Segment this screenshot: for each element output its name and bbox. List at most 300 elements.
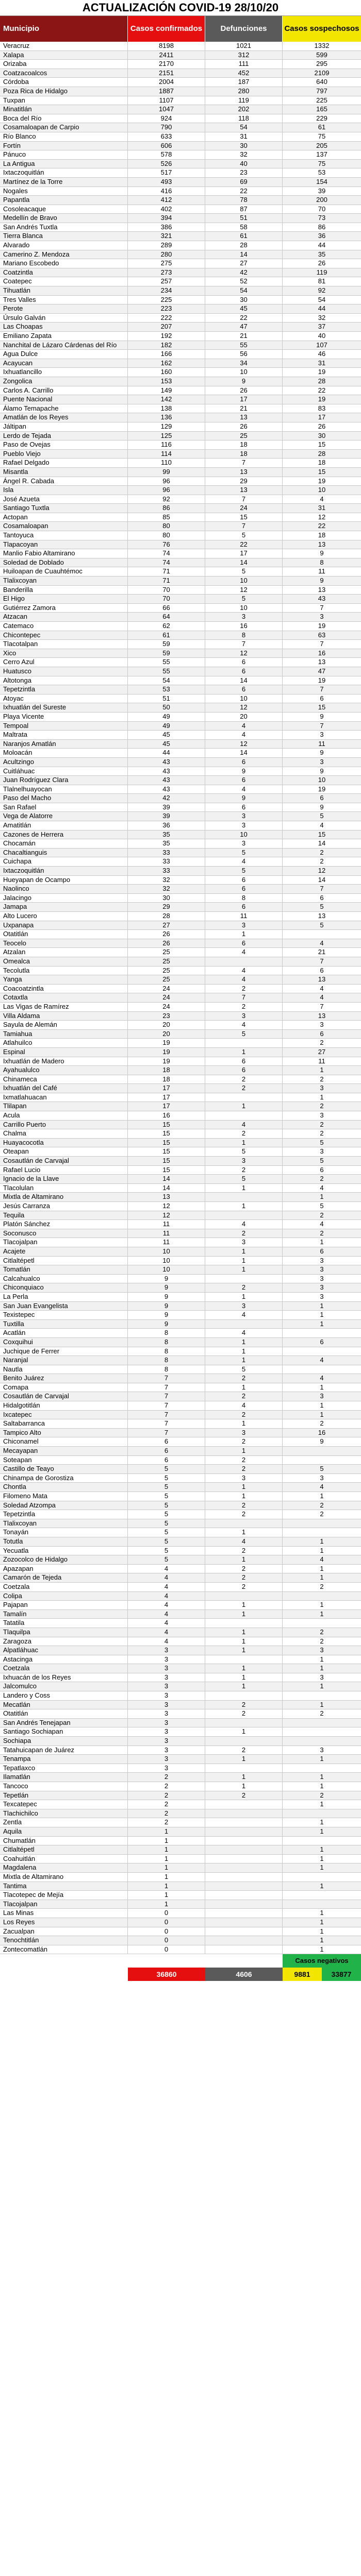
cell-sospechosos: 1 xyxy=(320,1909,324,1917)
cell-defunciones: 10 xyxy=(205,577,283,585)
cell-municipio: Filomeno Mata xyxy=(0,1492,128,1501)
cell-municipio: Soledad Atzompa xyxy=(0,1501,128,1510)
cell-sospechosos: 6 xyxy=(320,694,324,702)
cell-confirmados: 23 xyxy=(128,1012,205,1021)
negativos-header-row xyxy=(0,1954,361,1968)
cell-confirmados: 33 xyxy=(128,867,205,875)
cell-confirmados: 71 xyxy=(128,577,205,585)
cell-sospechosos: 43 xyxy=(318,595,326,603)
cell-sospechosos: 3 xyxy=(320,1473,324,1482)
cell-municipio: La Antigua xyxy=(0,160,128,168)
total-confirmados: 36860 xyxy=(128,1968,205,1981)
table-row xyxy=(0,531,361,540)
cell-defunciones: 1 xyxy=(205,1338,283,1347)
cell-sospechosos xyxy=(283,1837,361,1845)
cell-municipio: Chiconquiaco xyxy=(0,1283,128,1292)
cell-defunciones: 1 xyxy=(205,1610,283,1619)
cell-defunciones: 312 xyxy=(205,51,283,60)
table-row xyxy=(0,1247,361,1257)
cell-confirmados: 43 xyxy=(128,758,205,767)
cell-defunciones xyxy=(205,1818,283,1827)
cell-confirmados: 35 xyxy=(128,831,205,839)
cell-municipio: Actopan xyxy=(0,513,128,522)
cell-municipio: Maltrata xyxy=(0,731,128,739)
table-row xyxy=(0,1628,361,1637)
cell-sospechosos: 3 xyxy=(320,1274,324,1282)
table-row xyxy=(0,993,361,1003)
cell-confirmados: 3 xyxy=(128,1655,205,1664)
table-row xyxy=(0,694,361,704)
cell-defunciones: 6 xyxy=(205,685,283,694)
cell-municipio: Soteapan xyxy=(0,1456,128,1465)
cell-defunciones: 1 xyxy=(205,1356,283,1365)
cell-defunciones: 4 xyxy=(205,967,283,975)
cell-sospechosos: 15 xyxy=(318,703,326,711)
cell-municipio: Jesús Carranza xyxy=(0,1202,128,1211)
table-row xyxy=(0,69,361,78)
cell-defunciones: 280 xyxy=(205,87,283,96)
cell-defunciones: 1 xyxy=(205,1528,283,1537)
cell-defunciones: 4 xyxy=(205,1121,283,1129)
cell-confirmados: 790 xyxy=(128,123,205,132)
cell-defunciones: 3 xyxy=(205,921,283,930)
cell-municipio: Minatitlán xyxy=(0,105,128,114)
cell-defunciones: 7 xyxy=(205,495,283,504)
cell-sospechosos: 4 xyxy=(320,495,324,503)
cell-confirmados: 2 xyxy=(128,1800,205,1809)
cell-sospechosos: 3 xyxy=(320,1147,324,1156)
cell-sospechosos: 1 xyxy=(320,1546,324,1554)
table-row xyxy=(0,649,361,658)
cell-municipio: Camarón de Tejeda xyxy=(0,1573,128,1582)
cell-sospechosos: 75 xyxy=(318,159,326,167)
cell-confirmados: 924 xyxy=(128,114,205,123)
cell-defunciones: 4 xyxy=(205,1537,283,1546)
cell-sospechosos: 1 xyxy=(320,1311,324,1319)
cell-municipio: Colipa xyxy=(0,1592,128,1601)
cell-sospechosos: 1 xyxy=(320,1682,324,1690)
cell-municipio: La Perla xyxy=(0,1293,128,1301)
cell-municipio: Calcahualco xyxy=(0,1275,128,1283)
cell-sospechosos: 44 xyxy=(318,304,326,313)
cell-municipio: Chicontepec xyxy=(0,631,128,640)
cell-confirmados: 85 xyxy=(128,513,205,522)
cell-confirmados: 59 xyxy=(128,649,205,658)
cell-defunciones: 1 xyxy=(205,1637,283,1646)
cell-sospechosos: 2 xyxy=(320,1628,324,1636)
cell-sospechosos xyxy=(283,1592,361,1601)
table-row xyxy=(0,1374,361,1383)
cell-confirmados: 0 xyxy=(128,1945,205,1954)
cell-municipio: Ixhuatlancillo xyxy=(0,368,128,377)
cell-sospechosos: 2 xyxy=(320,848,324,856)
table-row xyxy=(0,785,361,794)
cell-sospechosos: 6 xyxy=(320,1247,324,1255)
cell-sospechosos: 7 xyxy=(320,1002,324,1010)
cell-municipio: Tlacotepec de Mejía xyxy=(0,1891,128,1900)
cell-defunciones xyxy=(205,1193,283,1201)
table-row xyxy=(0,377,361,386)
cell-sospechosos xyxy=(283,1891,361,1900)
cell-confirmados: 234 xyxy=(128,286,205,295)
cell-municipio: Rafael Lucio xyxy=(0,1166,128,1175)
table-row xyxy=(0,776,361,785)
table-row xyxy=(0,1238,361,1247)
table-row xyxy=(0,42,361,51)
cell-confirmados: 138 xyxy=(128,404,205,413)
cell-sospechosos: 4 xyxy=(320,939,324,947)
cell-confirmados: 8198 xyxy=(128,42,205,50)
cell-municipio: Carlos A. Carrillo xyxy=(0,386,128,395)
cell-municipio: Tlalixcoyan xyxy=(0,1519,128,1528)
cell-defunciones: 1 xyxy=(205,1293,283,1301)
cell-confirmados: 10 xyxy=(128,1257,205,1265)
table-row xyxy=(0,857,361,867)
table-row xyxy=(0,722,361,731)
table-row xyxy=(0,459,361,468)
cell-sospechosos: 9 xyxy=(320,1437,324,1446)
cell-confirmados: 280 xyxy=(128,250,205,259)
cell-defunciones: 187 xyxy=(205,78,283,87)
cell-confirmados: 74 xyxy=(128,549,205,558)
cell-sospechosos: 3 xyxy=(320,731,324,739)
table-row xyxy=(0,939,361,948)
cell-municipio: Agua Dulce xyxy=(0,350,128,359)
cell-defunciones: 5 xyxy=(205,1147,283,1156)
cell-sospechosos: 137 xyxy=(316,150,327,159)
cell-municipio: Zacualpan xyxy=(0,1927,128,1936)
cell-municipio: Coetzala xyxy=(0,1583,128,1591)
cell-sospechosos: 9 xyxy=(320,577,324,585)
cell-municipio: Ixhuatlán de Madero xyxy=(0,1057,128,1066)
cell-sospechosos: 36 xyxy=(318,232,326,240)
cell-sospechosos: 5 xyxy=(320,1157,324,1165)
total-sospechosos: 9881 xyxy=(283,1968,322,1981)
cell-municipio: Cerro Azul xyxy=(0,658,128,667)
cell-sospechosos: 13 xyxy=(318,1011,326,1020)
cell-defunciones: 3 xyxy=(205,1429,283,1437)
cell-municipio: Misantla xyxy=(0,468,128,477)
table-row xyxy=(0,1211,361,1221)
table-row xyxy=(0,622,361,631)
cell-defunciones: 8 xyxy=(205,631,283,640)
table-row xyxy=(0,577,361,586)
cell-defunciones: 6 xyxy=(205,776,283,785)
cell-defunciones: 2 xyxy=(205,1084,283,1093)
header-defunciones: Defunciones xyxy=(205,16,283,42)
cell-confirmados: 7 xyxy=(128,1383,205,1392)
cell-confirmados: 0 xyxy=(128,1909,205,1918)
header-sospechosos: Casos sospechosos xyxy=(283,16,361,42)
cell-sospechosos: 9 xyxy=(320,767,324,775)
cell-defunciones: 52 xyxy=(205,277,283,286)
table-row xyxy=(0,214,361,223)
table-row xyxy=(0,1320,361,1329)
cell-municipio: Yecuatla xyxy=(0,1547,128,1555)
cell-defunciones: 30 xyxy=(205,296,283,304)
table-row xyxy=(0,1175,361,1184)
cell-municipio: Camerino Z. Mendoza xyxy=(0,250,128,259)
cell-confirmados: 20 xyxy=(128,1021,205,1029)
table-row xyxy=(0,422,361,432)
cell-municipio: Las Vigas de Ramírez xyxy=(0,1003,128,1011)
cell-sospechosos: 1 xyxy=(320,1383,324,1391)
cell-defunciones: 28 xyxy=(205,241,283,250)
cell-municipio: Soledad de Doblado xyxy=(0,558,128,567)
cell-confirmados: 5 xyxy=(128,1483,205,1492)
table-row xyxy=(0,332,361,341)
cell-confirmados: 70 xyxy=(128,586,205,595)
cell-municipio: Chinameca xyxy=(0,1075,128,1084)
table-body xyxy=(0,42,361,1954)
cell-sospechosos xyxy=(283,1809,361,1818)
cell-municipio: Alpatláhuac xyxy=(0,1646,128,1655)
cell-sospechosos: 1 xyxy=(320,1845,324,1854)
table-row xyxy=(0,812,361,821)
cell-defunciones: 118 xyxy=(205,114,283,123)
cell-municipio: Apazapan xyxy=(0,1565,128,1573)
cell-sospechosos: 1 xyxy=(320,1401,324,1410)
cell-municipio: Landero y Coss xyxy=(0,1691,128,1700)
cell-defunciones: 2 xyxy=(205,1283,283,1292)
cell-sospechosos: 35 xyxy=(318,250,326,258)
cell-defunciones: 2 xyxy=(205,1746,283,1755)
cell-confirmados: 3 xyxy=(128,1709,205,1718)
cell-municipio: Hidalgotitlán xyxy=(0,1401,128,1410)
cell-defunciones: 21 xyxy=(205,404,283,413)
table-row xyxy=(0,849,361,858)
cell-sospechosos: 3 xyxy=(320,1084,324,1092)
table-row xyxy=(0,595,361,604)
table-row xyxy=(0,450,361,459)
cell-municipio: Nautla xyxy=(0,1365,128,1374)
table-row xyxy=(0,1863,361,1873)
cell-sospechosos: 83 xyxy=(318,404,326,412)
cell-defunciones: 61 xyxy=(205,232,283,241)
cell-defunciones: 22 xyxy=(205,540,283,549)
cell-defunciones: 14 xyxy=(205,749,283,757)
table-row xyxy=(0,1800,361,1809)
table-row xyxy=(0,1447,361,1456)
cell-confirmados: 9 xyxy=(128,1302,205,1311)
table-row xyxy=(0,930,361,939)
cell-confirmados: 19 xyxy=(128,1048,205,1057)
table-row xyxy=(0,1719,361,1728)
cell-confirmados: 8 xyxy=(128,1347,205,1356)
cell-confirmados: 2 xyxy=(128,1809,205,1818)
cell-municipio: Omealca xyxy=(0,957,128,966)
cell-municipio: Zontecomatlán xyxy=(0,1945,128,1954)
cell-confirmados: 1 xyxy=(128,1900,205,1909)
table-row xyxy=(0,921,361,930)
total-negativos: 33877 xyxy=(322,1968,361,1981)
cell-confirmados: 1 xyxy=(128,1827,205,1836)
table-row xyxy=(0,1492,361,1501)
cell-confirmados: 62 xyxy=(128,622,205,631)
table-row xyxy=(0,232,361,241)
cell-municipio: Acajete xyxy=(0,1247,128,1256)
cell-municipio: Naranjal xyxy=(0,1356,128,1365)
cell-confirmados: 3 xyxy=(128,1682,205,1691)
cell-municipio: Ixtaczoquitlán xyxy=(0,867,128,875)
cell-confirmados: 7 xyxy=(128,1429,205,1437)
table-row xyxy=(0,1583,361,1592)
cell-sospechosos: 2 xyxy=(320,1175,324,1183)
cell-defunciones xyxy=(205,1827,283,1836)
cell-confirmados: 207 xyxy=(128,323,205,331)
cell-confirmados: 64 xyxy=(128,613,205,621)
cell-sospechosos: 3 xyxy=(320,1292,324,1300)
cell-municipio: Poza Rica de Hidalgo xyxy=(0,87,128,96)
table-row xyxy=(0,440,361,450)
cell-sospechosos: 2 xyxy=(320,1709,324,1718)
cell-municipio: Tlalixcoyan xyxy=(0,577,128,585)
cell-confirmados: 43 xyxy=(128,767,205,776)
cell-sospechosos: 19 xyxy=(318,676,326,684)
cell-municipio: Citlaltépetl xyxy=(0,1845,128,1854)
cell-municipio: Teocelo xyxy=(0,939,128,948)
cell-sospechosos: 1 xyxy=(320,1492,324,1500)
cell-municipio: Huatusco xyxy=(0,667,128,676)
cell-confirmados: 125 xyxy=(128,432,205,440)
cell-confirmados: 2004 xyxy=(128,78,205,87)
table-row xyxy=(0,1030,361,1039)
table-row xyxy=(0,1293,361,1302)
cell-confirmados: 5 xyxy=(128,1547,205,1555)
cell-confirmados: 26 xyxy=(128,939,205,948)
cell-confirmados: 2 xyxy=(128,1773,205,1782)
cell-defunciones: 1 xyxy=(205,1646,283,1655)
table-row xyxy=(0,359,361,368)
cell-defunciones: 1 xyxy=(205,1483,283,1492)
cell-municipio: Manlio Fabio Altamirano xyxy=(0,549,128,558)
table-row xyxy=(0,78,361,87)
cell-confirmados: 8 xyxy=(128,1338,205,1347)
cell-municipio: Moloacán xyxy=(0,749,128,757)
cell-confirmados: 3 xyxy=(128,1737,205,1745)
cell-sospechosos: 19 xyxy=(318,368,326,376)
cell-municipio: Juan Rodríguez Clara xyxy=(0,776,128,785)
cell-confirmados: 39 xyxy=(128,812,205,821)
cell-municipio: Tampico Alto xyxy=(0,1429,128,1437)
cell-defunciones: 2 xyxy=(205,1003,283,1011)
cell-municipio: Magdalena xyxy=(0,1863,128,1872)
cell-municipio: Banderilla xyxy=(0,586,128,595)
cell-confirmados: 1887 xyxy=(128,87,205,96)
cell-sospechosos: 11 xyxy=(318,567,325,575)
cell-municipio: Yanga xyxy=(0,975,128,984)
cell-municipio: Tepetzintla xyxy=(0,1510,128,1519)
cell-sospechosos: 6 xyxy=(320,893,324,902)
cell-sospechosos xyxy=(283,1727,361,1736)
cell-confirmados: 86 xyxy=(128,504,205,513)
cell-defunciones: 87 xyxy=(205,205,283,214)
table-row xyxy=(0,1184,361,1193)
table-row xyxy=(0,1401,361,1411)
cell-municipio: Cosautlán de Carvajal xyxy=(0,1157,128,1165)
cell-sospechosos: 2 xyxy=(320,1102,324,1110)
cell-confirmados: 1 xyxy=(128,1882,205,1891)
cell-confirmados: 1107 xyxy=(128,96,205,105)
cell-sospechosos: 599 xyxy=(316,50,327,59)
cell-sospechosos: 27 xyxy=(318,1047,326,1056)
cell-sospechosos xyxy=(283,1619,361,1628)
cell-municipio: Pueblo Viejo xyxy=(0,450,128,459)
cell-defunciones xyxy=(205,1882,283,1891)
cell-municipio: Tamalín xyxy=(0,1610,128,1619)
cell-defunciones: 20 xyxy=(205,713,283,721)
cell-confirmados: 36 xyxy=(128,821,205,830)
cell-defunciones: 26 xyxy=(205,386,283,395)
cell-confirmados: 8 xyxy=(128,1329,205,1337)
cell-municipio: Saltabarranca xyxy=(0,1419,128,1428)
cell-municipio: Ixcatepec xyxy=(0,1411,128,1419)
cell-sospechosos: 6 xyxy=(320,966,324,974)
cell-municipio: Santiago Tuxtla xyxy=(0,504,128,513)
cell-confirmados: 0 xyxy=(128,1918,205,1927)
cell-defunciones: 3 xyxy=(205,821,283,830)
cell-defunciones: 13 xyxy=(205,413,283,422)
table-row xyxy=(0,1166,361,1175)
cell-defunciones: 2 xyxy=(205,1547,283,1555)
cell-sospechosos: 225 xyxy=(316,96,327,104)
table-row xyxy=(0,831,361,840)
cell-sospechosos: 15 xyxy=(318,440,326,449)
table-row xyxy=(0,685,361,694)
cell-municipio: Jalcomulco xyxy=(0,1682,128,1691)
cell-sospechosos: 1 xyxy=(320,1755,324,1763)
cell-confirmados: 15 xyxy=(128,1129,205,1138)
cell-municipio: Tierra Blanca xyxy=(0,232,128,241)
cell-municipio: Los Reyes xyxy=(0,1918,128,1927)
cell-defunciones: 2 xyxy=(205,1583,283,1591)
cell-sospechosos: 3 xyxy=(320,1265,324,1274)
table-row xyxy=(0,885,361,894)
cell-sospechosos: 797 xyxy=(316,87,327,95)
cell-confirmados: 8 xyxy=(128,1356,205,1365)
cell-confirmados: 3 xyxy=(128,1664,205,1673)
cell-confirmados: 5 xyxy=(128,1501,205,1510)
cell-defunciones: 14 xyxy=(205,676,283,685)
table-row xyxy=(0,1936,361,1945)
cell-defunciones: 1 xyxy=(205,1628,283,1637)
cell-confirmados: 4 xyxy=(128,1583,205,1591)
cell-defunciones: 78 xyxy=(205,196,283,205)
table-row xyxy=(0,395,361,404)
cell-municipio: Huayacocotla xyxy=(0,1139,128,1147)
cell-sospechosos: 2 xyxy=(320,1637,324,1645)
report-title: ACTUALIZACIÓN COVID-19 28/10/20 xyxy=(0,0,361,16)
cell-defunciones: 1 xyxy=(205,1773,283,1782)
cell-confirmados: 19 xyxy=(128,1039,205,1047)
table-row xyxy=(0,821,361,831)
cell-confirmados: 5 xyxy=(128,1519,205,1528)
cell-municipio: Ángel R. Cabada xyxy=(0,477,128,486)
cell-sospechosos: 119 xyxy=(316,268,327,276)
cell-confirmados: 4 xyxy=(128,1565,205,1573)
cell-municipio: Xico xyxy=(0,649,128,658)
table-row xyxy=(0,558,361,568)
cell-sospechosos: 15 xyxy=(318,467,326,476)
cell-municipio: Chumatlán xyxy=(0,1837,128,1845)
table-row xyxy=(0,187,361,196)
cell-defunciones: 3 xyxy=(205,1012,283,1021)
table-row xyxy=(0,1818,361,1827)
table-row xyxy=(0,894,361,903)
table-row xyxy=(0,1383,361,1393)
table-row xyxy=(0,1565,361,1574)
cell-defunciones xyxy=(205,1809,283,1818)
